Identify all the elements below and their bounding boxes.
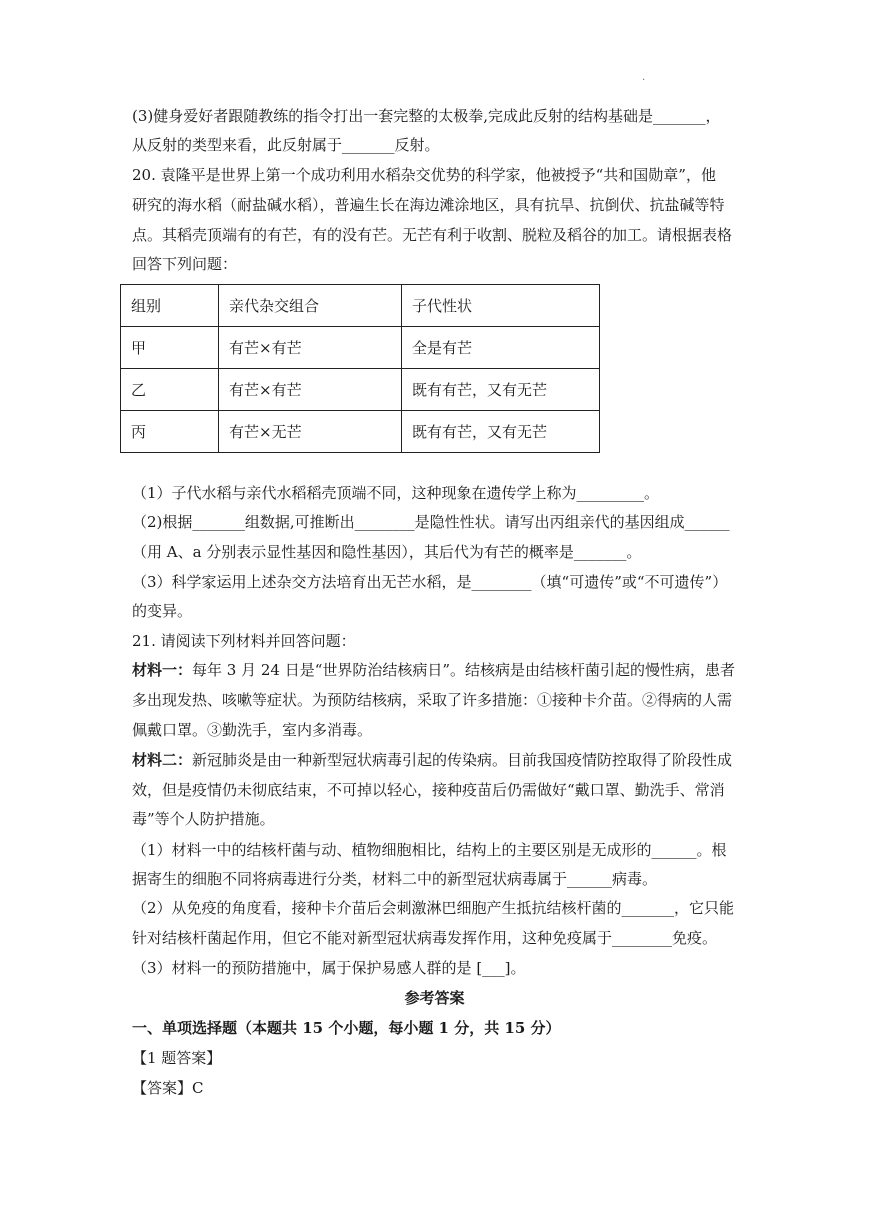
material1-text: 每年 3 月 24 日是“世界防治结核病日”。结核病是由结核杆菌引起的慢性病，患者 xyxy=(192,661,736,679)
material1-line-1 xyxy=(132,660,735,680)
q21-intro: 21. 请阅读下列材料并回答问题： xyxy=(132,632,356,650)
q20-3-line-2: 的变异。 xyxy=(132,602,193,620)
q20-1-line: （1）子代水稻与亲代水稻稻壳顶端不同，这种现象在遗传学上称为_________。 xyxy=(132,484,660,502)
table-header-cell: 亲代杂交组合 xyxy=(219,285,402,327)
q21-1-line-1: （1）材料一中的结核杆菌与动、植物细胞相比，结构上的主要区别是无成形的______。根 xyxy=(132,841,727,859)
q20-intro-line-1: 20. 袁隆平是世界上第一个成功利用水稻杂交优势的科学家，他被授予“共和国勋章”，他 xyxy=(132,166,716,184)
answers-section-heading: 一、单项选择题（本题共 15 个小题，每小题 1 分，共 15 分） xyxy=(132,1019,561,1037)
table-cell: 有芒×有芒 xyxy=(219,369,402,411)
table-cell: 既有有芒，又有无芒 xyxy=(402,411,600,453)
material1-line-3: 佩戴口罩。③勤洗手，室内多消毒。 xyxy=(132,721,373,739)
q21-2-line-1: （2）从免疫的角度看，接种卡介苗后会刺激淋巴细胞产生抵抗结核杆菌的_______，它只能 xyxy=(132,899,735,917)
q20-3-line-1: （3）科学家运用上述杂交方法培育出无芒水稻，是________（填“可遗传”或“不可遗传”） xyxy=(132,573,728,591)
table-cell: 既有有芒，又有无芒 xyxy=(402,369,600,411)
q19-3-line-1: (3)健身爱好者跟随教练的指令打出一套完整的太极拳,完成此反射的结构基础是_______， xyxy=(132,107,721,125)
table-cell: 有芒×无芒 xyxy=(219,411,402,453)
q20-intro-line-2: 研究的海水稻（耐盐碱水稻），普遍生长在海边滩涂地区，具有抗旱、抗倒伏、抗盐碱等特 xyxy=(132,196,725,214)
table-cell: 全是有芒 xyxy=(402,327,600,369)
material2-label: 材料二： xyxy=(132,751,193,769)
q20-intro-line-3: 点。其稻壳顶端有的有芒，有的没有芒。无芒有利于收割、脱粒及稻谷的加工。请根据表格 xyxy=(132,226,733,244)
table-header-cell: 组别 xyxy=(121,285,219,327)
page-mark: . xyxy=(642,72,646,83)
q21-3-line: （3）材料一的预防措施中，属于保护易感人群的是 [___]。 xyxy=(132,959,526,977)
q20-2-line-2: （用 A、a 分别表示显性基因和隐性基因），其后代为有芒的概率是_______。 xyxy=(132,543,642,561)
table-header-cell: 子代性状 xyxy=(402,285,600,327)
answers-title: 参考答案 xyxy=(404,989,465,1007)
cross-results-table xyxy=(120,284,600,453)
material2-line-1 xyxy=(132,750,732,770)
table-row xyxy=(121,369,600,411)
answer-q1-label: 【1 题答案】 xyxy=(132,1049,222,1067)
table-cell: 甲 xyxy=(121,327,219,369)
material1-line-2: 多出现发热、咳嗽等症状。为预防结核病，采取了许多措施：①接种卡介苗。②得病的人需 xyxy=(132,691,733,709)
table-row xyxy=(121,327,600,369)
q20-intro-line-4: 回答下列问题： xyxy=(132,255,238,273)
material2-line-3: 毒”等个人防护措施。 xyxy=(132,810,275,828)
q19-3-line-2: 从反射的类型来看，此反射属于_______反射。 xyxy=(132,136,440,154)
material2-line-2: 效，但是疫情仍未彻底结束，不可掉以轻心，接种疫苗后仍需做好“戴口罩、勤洗手、常消 xyxy=(132,781,725,799)
table-cell: 有芒×有芒 xyxy=(219,327,402,369)
table-header-row xyxy=(121,285,600,327)
table-cell: 乙 xyxy=(121,369,219,411)
q21-2-line-2: 针对结核杆菌起作用，但它不能对新型冠状病毒发挥作用，这种免疫属于________免疫。 xyxy=(132,929,718,947)
q21-1-line-2: 据寄生的细胞不同将病毒进行分类，材料二中的新型冠状病毒属于______病毒。 xyxy=(132,870,658,888)
material2-text: 新冠肺炎是由一种新型冠状病毒引起的传染病。目前我国疫情防控取得了阶段性成 xyxy=(192,751,733,769)
material1-label: 材料一： xyxy=(132,661,193,679)
table-cell: 丙 xyxy=(121,411,219,453)
q20-2-line-1: （2)根据_______组数据,可推断出________是隐性性状。请写出丙组亲代的基因组成______ xyxy=(132,513,730,531)
answer-q1-value: 【答案】C xyxy=(132,1079,204,1097)
table-row xyxy=(121,411,600,453)
